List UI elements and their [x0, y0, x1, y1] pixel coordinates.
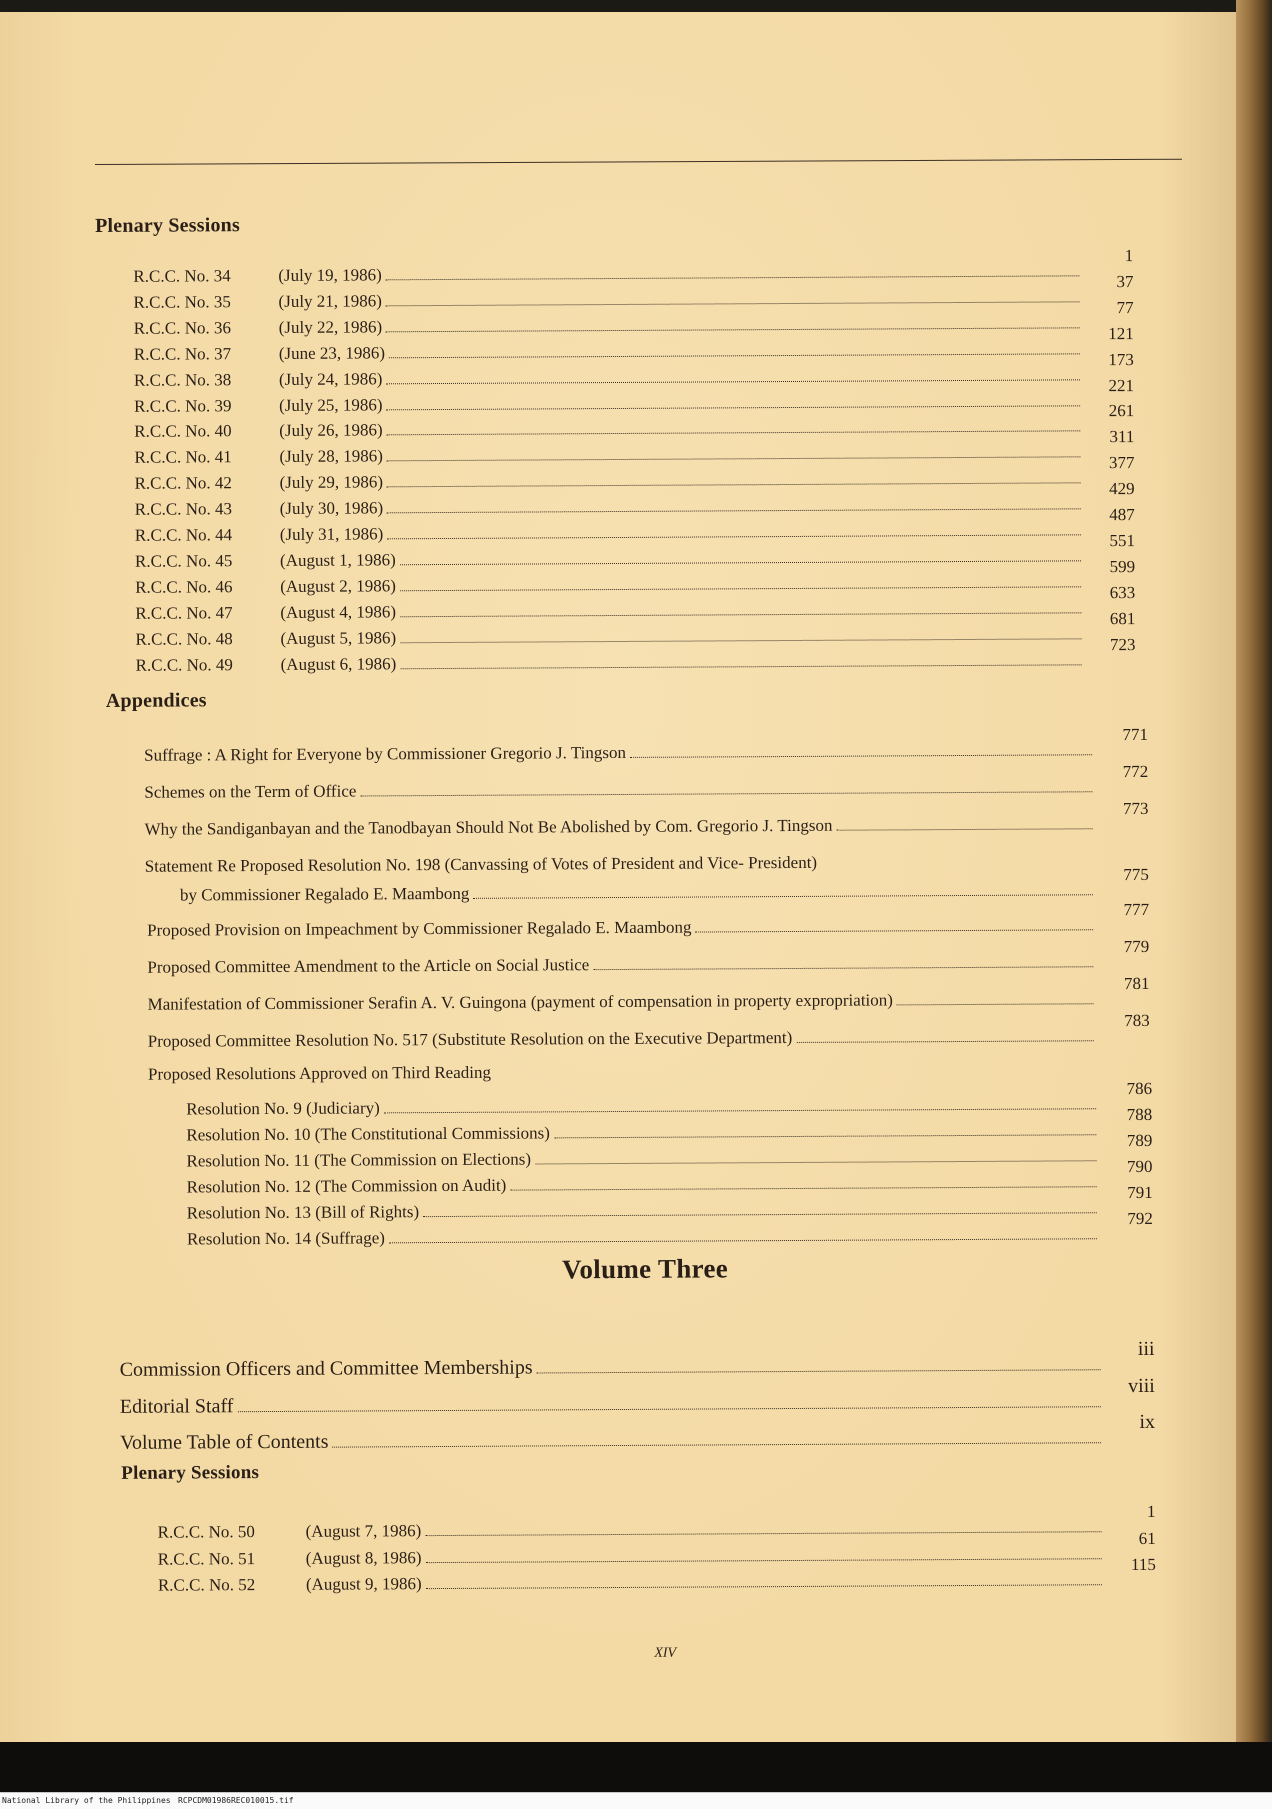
- session-number: R.C.C. No. 49: [135, 654, 233, 675]
- entry-title: Schemes on the Term of Office: [144, 781, 357, 802]
- session-date: (July 30, 1986): [279, 498, 384, 519]
- dot-leader: [537, 1369, 1101, 1373]
- page-number: 723: [1109, 634, 1136, 654]
- session-number: R.C.C. No. 44: [134, 525, 233, 545]
- session-date: (July 24, 1986): [278, 368, 383, 389]
- entry-title: Commission Officers and Committee Memberships: [119, 1356, 533, 1381]
- page-number: 792: [1127, 1208, 1153, 1229]
- toc-entry: [144, 798, 1149, 839]
- entry-title: Statement Re Proposed Resolution No. 198 (Canvassing of Votes of President and Vice- President): [144, 852, 818, 876]
- session-number: R.C.C. No. 38: [133, 369, 232, 390]
- dot-leader: [387, 483, 1081, 488]
- toc-entry: [147, 1010, 1150, 1051]
- dot-leader: [400, 612, 1081, 617]
- dot-leader: [387, 431, 1081, 436]
- dot-leader: [425, 1558, 1101, 1563]
- dot-leader: [386, 327, 1080, 332]
- dot-leader: [425, 1531, 1101, 1536]
- scan-bottom-edge: [0, 1742, 1272, 1792]
- dot-leader: [333, 1442, 1102, 1447]
- page-number: 221: [1108, 375, 1135, 395]
- session-number: R.C.C. No. 36: [133, 318, 232, 338]
- toc-entry: [179, 864, 1149, 905]
- page-number: 77: [1116, 297, 1134, 317]
- dot-leader: [387, 534, 1081, 539]
- dot-leader: [473, 894, 1093, 899]
- session-number: R.C.C. No. 40: [134, 421, 232, 442]
- toc-entry: [157, 1501, 1156, 1542]
- page-number: 772: [1122, 761, 1149, 782]
- dot-leader: [384, 1108, 1096, 1113]
- session-date: (June 23, 1986): [278, 343, 386, 363]
- page-number: 551: [1109, 530, 1135, 551]
- entry-title: Resolution No. 13 (Bill of Rights): [186, 1202, 420, 1223]
- session-number: R.C.C. No. 48: [135, 628, 233, 649]
- page-number: 771: [1122, 724, 1149, 745]
- page-number: 788: [1126, 1104, 1153, 1125]
- entry-title: Resolution No. 14 (Suffrage): [186, 1228, 385, 1249]
- toc-entry: [147, 899, 1150, 940]
- dot-leader: [386, 275, 1080, 280]
- session-date: (August 8, 1986): [305, 1547, 422, 1568]
- volume-three-title: Volume Three: [562, 1253, 729, 1285]
- session-number: R.C.C. No. 41: [134, 447, 232, 468]
- session-number: R.C.C. No. 37: [133, 343, 232, 364]
- page-number: 487: [1109, 505, 1135, 525]
- page-number: 121: [1108, 323, 1134, 343]
- session-date: (July 25, 1986): [279, 394, 383, 415]
- session-date: (July 19, 1986): [278, 265, 382, 285]
- entry-title: Manifestation of Commissioner Serafin A. V. Guingona (payment of compensation in property expropriation): [147, 990, 893, 1014]
- page-number: 775: [1123, 864, 1149, 885]
- entry-title: by Commissioner Regalado E. Maambong: [179, 883, 470, 905]
- session-date: (August 7, 1986): [305, 1521, 422, 1541]
- session-number: R.C.C. No. 47: [135, 602, 233, 623]
- dot-leader: [237, 1406, 1100, 1412]
- toc-entry: [119, 1337, 1155, 1382]
- page-number: 429: [1109, 479, 1135, 499]
- toc-entry: [145, 851, 1097, 876]
- session-number: R.C.C. No. 50: [157, 1522, 255, 1542]
- page-number: 1: [1124, 246, 1134, 266]
- session-date: (August 5, 1986): [280, 627, 397, 648]
- page-number: 61: [1138, 1528, 1156, 1548]
- toc-entry: [148, 1059, 1098, 1084]
- dot-leader: [387, 405, 1081, 410]
- page-number: 790: [1126, 1156, 1153, 1177]
- dot-leader: [400, 638, 1081, 643]
- page-number: 115: [1130, 1554, 1156, 1575]
- entry-title: Why the Sandiganbayan and the Tanodbayan Should Not Be Abolished by Com. Gregorio J. Tingson: [144, 815, 833, 839]
- page-number: 1: [1146, 1501, 1156, 1521]
- dot-leader: [593, 966, 1093, 970]
- session-number: R.C.C. No. 35: [133, 292, 231, 312]
- session-date: (August 6, 1986): [280, 653, 397, 674]
- session-date: (July 26, 1986): [279, 420, 383, 441]
- page-number: 783: [1124, 1010, 1150, 1031]
- entry-title: Resolution No. 12 (The Commission on Audit): [186, 1175, 507, 1197]
- dot-leader: [836, 828, 1092, 830]
- dot-leader: [696, 929, 1094, 932]
- page-number: 789: [1126, 1130, 1153, 1151]
- dot-leader: [630, 754, 1092, 758]
- page-number: 779: [1123, 936, 1150, 957]
- plenary-sessions-heading: Plenary Sessions: [95, 214, 241, 237]
- session-number: R.C.C. No. 43: [134, 499, 233, 519]
- toc-entry: [147, 936, 1150, 977]
- page-number: 786: [1126, 1078, 1153, 1099]
- toc-entry: [144, 724, 1149, 765]
- footer-library: National Library of the Philippines: [2, 1796, 171, 1805]
- dot-leader: [796, 1040, 1094, 1043]
- entry-title: Editorial Staff: [119, 1395, 234, 1418]
- page-number: 173: [1108, 349, 1134, 369]
- toc-entry: [144, 761, 1149, 802]
- toc-content: [0, 5, 1245, 1742]
- page-number: viii: [1128, 1374, 1155, 1398]
- toc-entry: [120, 1410, 1156, 1455]
- entry-title: Volume Table of Contents: [120, 1430, 329, 1454]
- page-number: 791: [1127, 1182, 1153, 1203]
- session-number: R.C.C. No. 46: [135, 577, 233, 597]
- page-number: 377: [1108, 453, 1135, 473]
- volume-three-plenary-heading: Plenary Sessions: [121, 1462, 260, 1484]
- dot-leader: [400, 560, 1081, 565]
- session-date: (July 21, 1986): [278, 291, 382, 311]
- session-number: R.C.C. No. 42: [134, 473, 232, 493]
- toc-entry: [147, 973, 1150, 1014]
- page-number: 681: [1109, 608, 1136, 628]
- dot-leader: [897, 1003, 1094, 1005]
- dot-leader: [386, 379, 1080, 384]
- session-number: R.C.C. No. 39: [134, 395, 232, 416]
- session-date: (July 29, 1986): [279, 472, 384, 493]
- session-date: (August 9, 1986): [305, 1574, 422, 1594]
- dot-leader: [387, 508, 1081, 513]
- entry-title: Proposed Provision on Impeachment by Commissioner Regalado E. Maambong: [147, 917, 692, 940]
- entry-title: Proposed Resolutions Approved on Third Reading: [147, 1062, 492, 1084]
- dot-leader: [554, 1134, 1096, 1138]
- page-number: 311: [1109, 427, 1135, 447]
- scan-footer: [0, 1792, 1272, 1809]
- page-number: 599: [1109, 556, 1136, 576]
- page-folio: XIV: [654, 1645, 677, 1661]
- page-number: 777: [1123, 899, 1150, 920]
- session-number: R.C.C. No. 52: [157, 1575, 256, 1595]
- session-number: R.C.C. No. 51: [157, 1548, 256, 1569]
- session-date: (July 22, 1986): [278, 317, 383, 337]
- session-date: (July 31, 1986): [279, 524, 384, 544]
- page-number: ix: [1139, 1410, 1156, 1434]
- document-page: [0, 12, 1236, 1742]
- dot-leader: [387, 457, 1081, 462]
- page-number: iii: [1137, 1337, 1155, 1361]
- session-number: R.C.C. No. 45: [134, 551, 233, 571]
- dot-leader: [510, 1186, 1096, 1190]
- dot-leader: [535, 1160, 1096, 1164]
- page-number: 781: [1123, 973, 1150, 994]
- session-number: R.C.C. No. 34: [133, 266, 231, 286]
- dot-leader: [426, 1584, 1102, 1589]
- dot-leader: [389, 353, 1080, 358]
- entry-title: Suffrage : A Right for Everyone by Commissioner Gregorio J. Tingson: [144, 742, 626, 765]
- page-number: 773: [1122, 798, 1149, 819]
- entry-title: Proposed Committee Resolution No. 517 (Substitute Resolution on the Executive Department): [147, 1027, 793, 1051]
- toc-entry: [119, 1374, 1155, 1419]
- entry-title: Resolution No. 10 (The Constitutional Commissions): [186, 1123, 550, 1145]
- page-number: 633: [1109, 582, 1136, 602]
- entry-title: Proposed Committee Amendment to the Article on Social Justice: [147, 955, 590, 977]
- dot-leader: [386, 301, 1080, 306]
- book-spine-edge: [1236, 0, 1272, 1745]
- session-date: (July 28, 1986): [279, 446, 383, 467]
- dot-leader: [360, 791, 1092, 796]
- entry-title: Resolution No. 9 (Judiciary): [186, 1098, 380, 1119]
- dot-leader: [400, 586, 1081, 591]
- dot-leader: [423, 1212, 1097, 1217]
- session-date: (August 4, 1986): [280, 601, 397, 622]
- page-number: 37: [1116, 271, 1134, 292]
- session-date: (August 1, 1986): [279, 550, 396, 570]
- entry-title: Resolution No. 11 (The Commission on Elections): [186, 1149, 532, 1171]
- appendices-heading: Appendices: [105, 689, 207, 712]
- dot-leader: [389, 1238, 1097, 1243]
- page-number: 261: [1108, 401, 1135, 421]
- footer-filename: RCPCDM01986REC010015.tif: [178, 1796, 294, 1805]
- dot-leader: [400, 664, 1081, 669]
- session-date: (August 2, 1986): [280, 576, 396, 596]
